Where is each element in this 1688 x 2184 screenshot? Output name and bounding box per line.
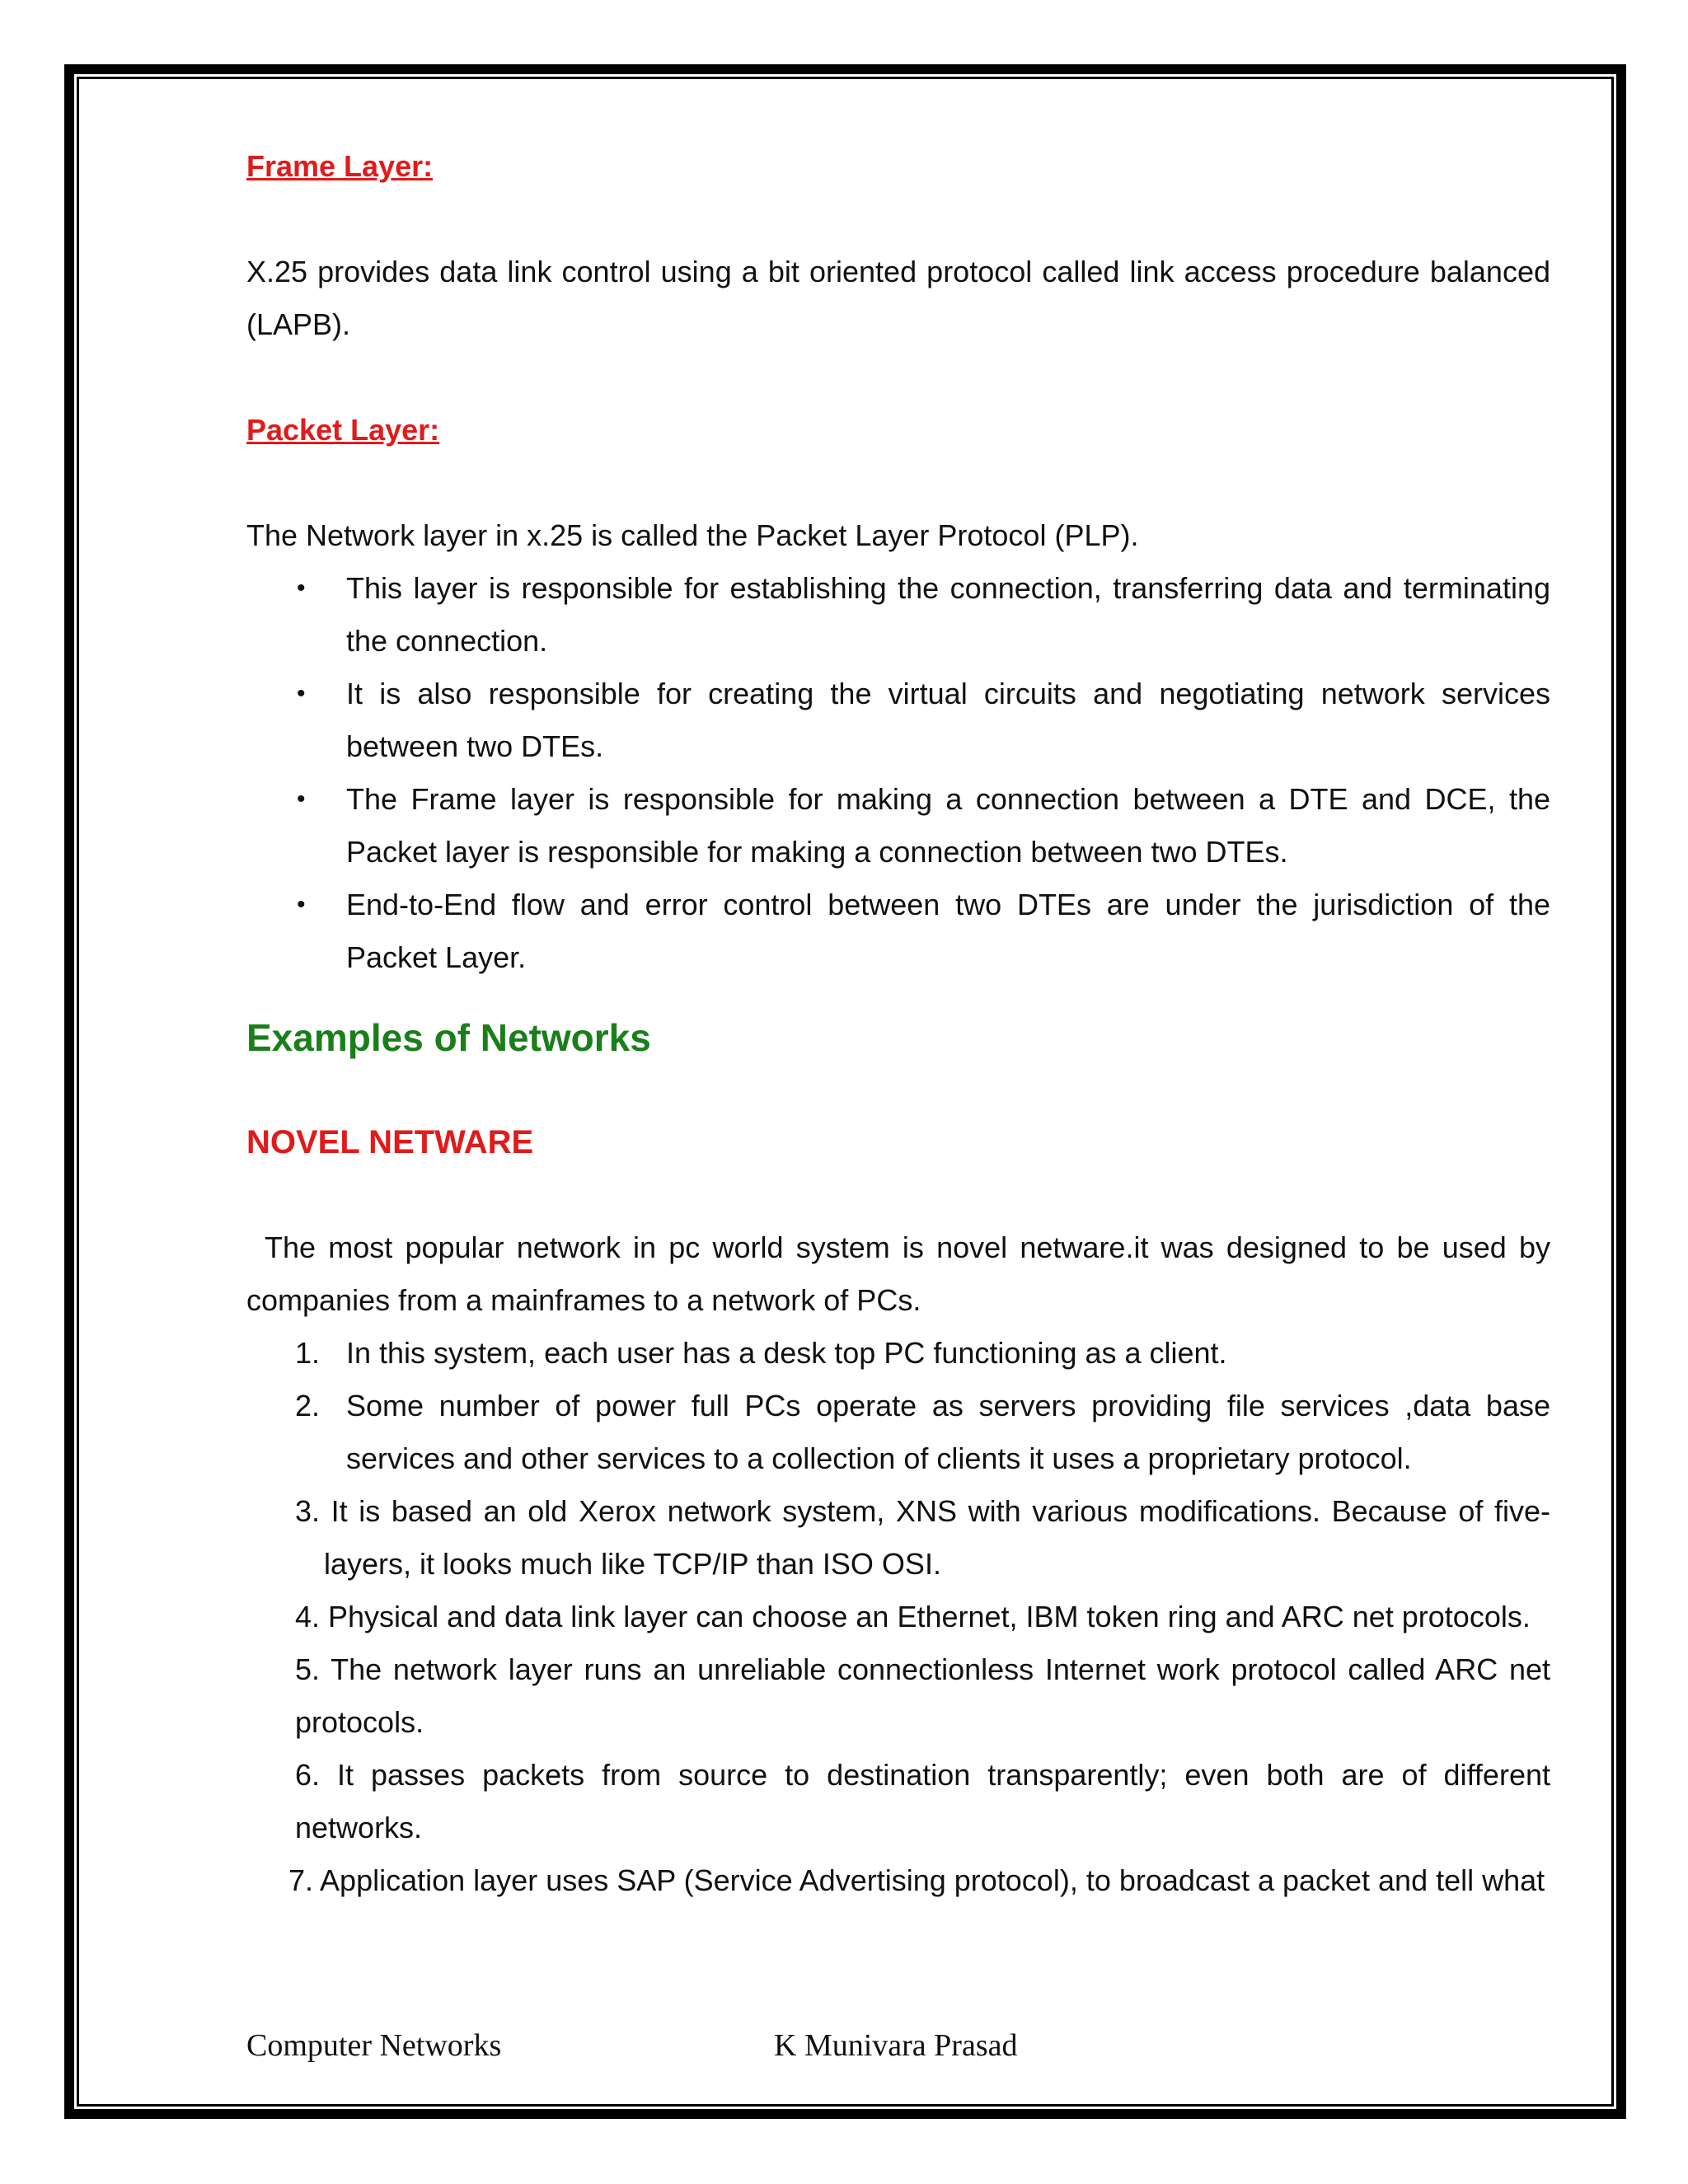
frame-layer-text: X.25 provides data link control using a bit oriented protocol called link access procedure balanced (LAPB). bbox=[246, 255, 1550, 341]
list-item: 3. It is based an old Xerox network system, XNS with various modifications. Because of five-layers, it looks much like TCP/IP than ISO OSI. bbox=[295, 1494, 1550, 1581]
bullet-text: The Frame layer is responsible for making a connection between a DTE and DCE, the Packet layer is responsible for making a connection between two DTEs. bbox=[346, 782, 1550, 869]
list-item bbox=[246, 773, 1550, 879]
list-item bbox=[246, 879, 1550, 984]
bullet-text: This layer is responsible for establishing the connection, transferring data and terminating the connection. bbox=[346, 571, 1550, 658]
packet-layer-heading: Packet Layer: bbox=[246, 413, 440, 447]
netware-list bbox=[246, 1327, 1550, 1907]
list-number: 1. bbox=[295, 1336, 321, 1370]
packet-layer-bullets bbox=[246, 562, 1550, 984]
bullet-icon: • bbox=[297, 680, 306, 707]
bullet-icon: • bbox=[297, 891, 306, 918]
list-item bbox=[246, 1380, 1550, 1485]
list-item bbox=[246, 562, 1550, 668]
list-item: 4. Physical and data link layer can choose an Ethernet, IBM token ring and ARC net protocols. bbox=[295, 1600, 1531, 1633]
page-content bbox=[246, 140, 1550, 1907]
packet-layer-intro: The Network layer in x.25 is called the Packet Layer Protocol (PLP). bbox=[246, 518, 1139, 552]
page-footer bbox=[246, 2027, 1550, 2077]
bullet-text: End-to-End flow and error control between two DTEs are under the jurisdiction of the Packet Layer. bbox=[346, 888, 1550, 974]
bullet-text: It is also responsible for creating the virtual circuits and negotiating network services between two DTEs. bbox=[346, 677, 1550, 763]
bullet-icon: • bbox=[297, 574, 306, 602]
list-item bbox=[246, 1327, 1550, 1380]
footer-author: K Munivara Prasad bbox=[774, 2028, 1018, 2063]
list-text: In this system, each user has a desk top PC functioning as a client. bbox=[346, 1336, 1227, 1370]
novel-netware-heading: NOVEL NETWARE bbox=[246, 1124, 534, 1160]
frame-layer-heading: Frame Layer: bbox=[246, 149, 434, 183]
footer-course-title: Computer Networks bbox=[246, 2028, 502, 2063]
list-item: 6. It passes packets from source to destination transparently; even both are of different networks. bbox=[295, 1758, 1550, 1844]
examples-heading: Examples of Networks bbox=[246, 1016, 651, 1059]
list-item bbox=[246, 668, 1550, 773]
list-number: 2. bbox=[295, 1389, 321, 1422]
netware-intro: The most popular network in pc world system is novel netware.it was designed to be used by companies from a mainframes to a network of PCs. bbox=[246, 1230, 1550, 1317]
list-text: Some number of power full PCs operate as servers providing file services ,data base services and other services to a collection of clients it uses a proprietary protocol. bbox=[346, 1389, 1550, 1475]
list-item: 7. Application layer uses SAP (Service Advertising protocol), to broadcast a packet and tell what bbox=[288, 1863, 1545, 1897]
bullet-icon: • bbox=[297, 785, 306, 813]
list-item: 5. The network layer runs an unreliable connectionless Internet work protocol called ARC net protocols. bbox=[295, 1652, 1550, 1739]
